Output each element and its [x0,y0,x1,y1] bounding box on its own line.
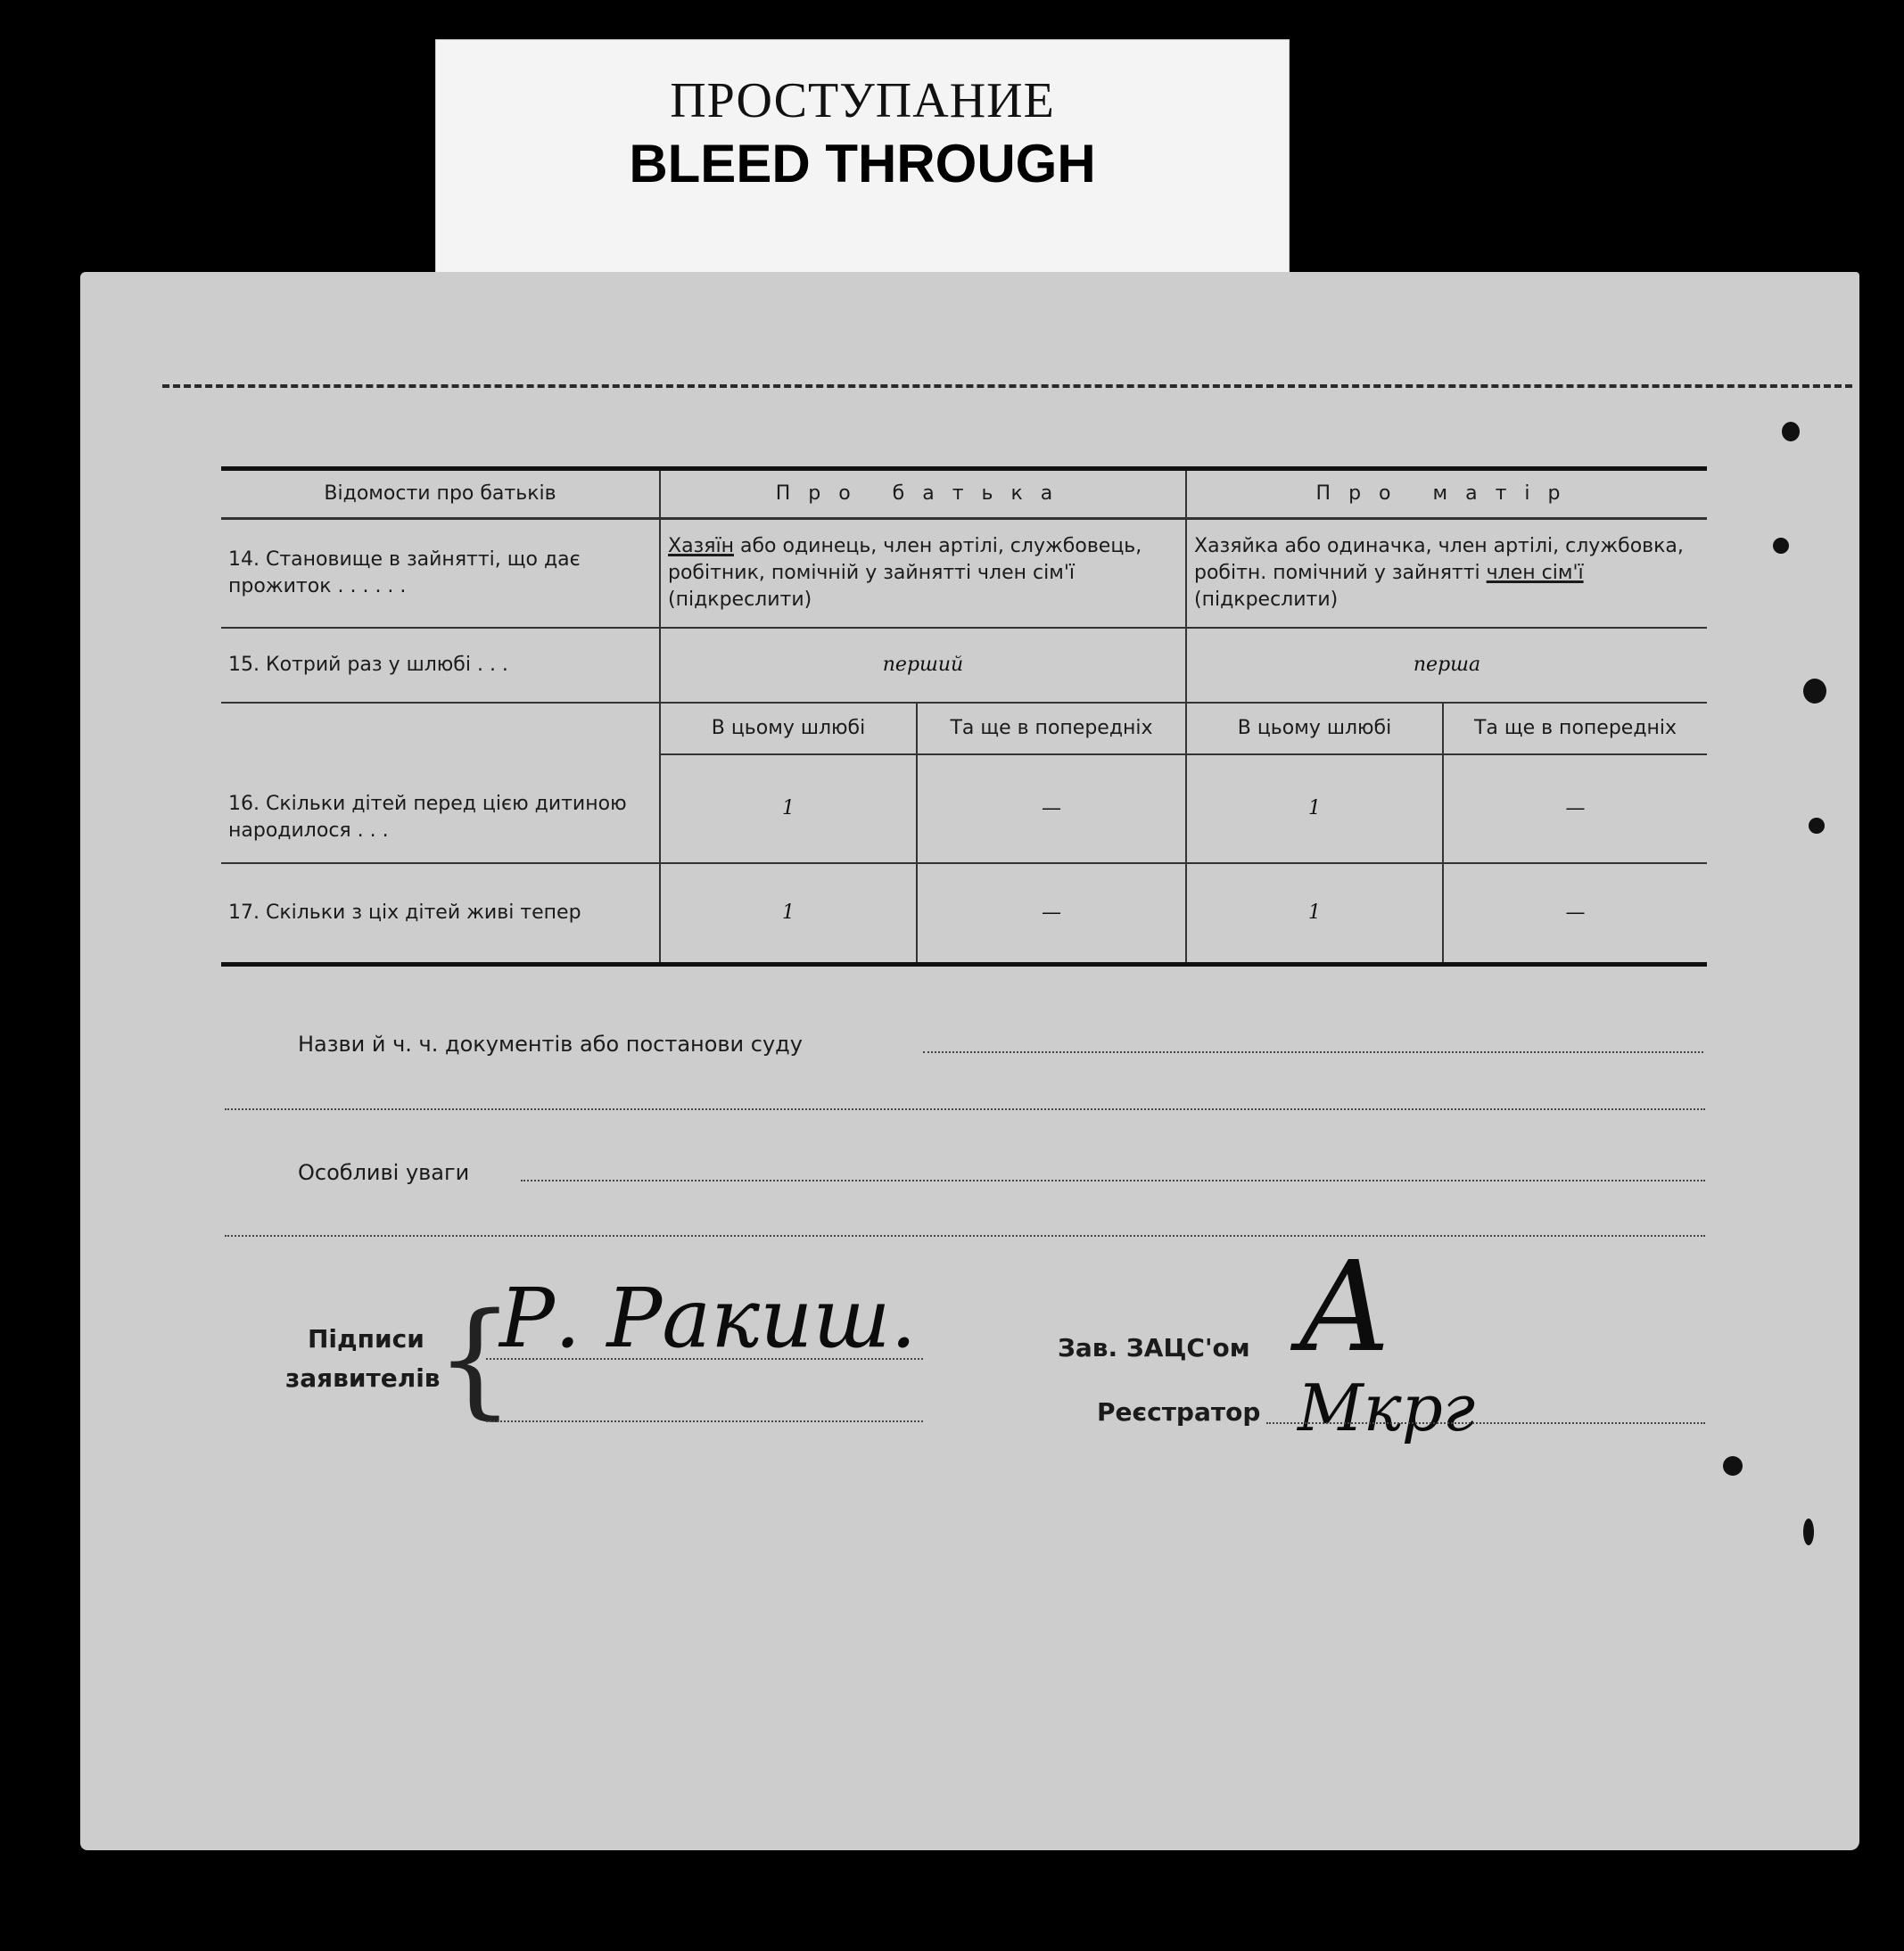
subheader-father-previous: Та ще в попередніх [917,703,1186,754]
registrar-line [1266,1422,1705,1424]
punch-hole [1723,1456,1743,1476]
perforation-line [162,384,1852,388]
row15-father-answer: перший [660,628,1186,703]
applicants-brace: { [435,1287,515,1432]
row16-father-current: 1 [660,754,917,863]
documents-line-2 [225,1108,1705,1110]
subheader-mother-previous: Та ще в попередніх [1443,703,1707,754]
row15-question: 15. Котрий раз у шлюбі . . . [221,628,660,703]
documents-line [923,1051,1703,1053]
row14-mother-after: (підкреслити) [1194,588,1339,611]
punch-hole [1773,538,1789,554]
row14-father-options [660,519,1186,628]
punch-hole [1782,422,1800,441]
punch-hole [1809,818,1825,834]
row16-mother-previous: — [1443,754,1707,863]
punch-hole [1803,679,1826,704]
header-parents-info: Відомости про батьків [221,469,660,519]
row15-mother-answer: перша [1186,628,1707,703]
applicants-label-line1: Підписи [308,1324,424,1354]
row14-mother-options [1186,519,1707,628]
subheader-mother-current: В цьому шлюбі [1186,703,1443,754]
row14-father-rest: або одинець, член артілі, службовець, робітник, помічній у зайнятті член сім'ї (підкреслити) [668,534,1142,611]
document-sheet [80,272,1859,1850]
row14-question: 14. Становище в зайнятті, що дає прожиток . . . . . . [221,519,660,628]
documents-label: Назви й ч. ч. документів або постанови суду [298,1032,803,1057]
subheader-father-current: В цьому шлюбі [660,703,917,754]
row14-mother-before: Хазяйка або одиначка, член артілі, службовка, робітн. помічний у зайнятті [1194,534,1684,584]
punch-hole [1803,1519,1814,1545]
row17-father-current: 1 [660,863,917,965]
row17-question: 17. Скільки з ціх дітей живі тепер [221,863,660,965]
applicant-signature-line-2 [486,1420,923,1422]
row17-mother-current: 1 [1186,863,1443,965]
header-father: Про батька [660,469,1186,519]
registrar-label: Реєстратор [1097,1397,1261,1427]
parents-info-table [221,466,1707,967]
remarks-line-2 [225,1235,1705,1237]
registrar-signature: Мкрг [1298,1371,1476,1445]
head-label: Зав. ЗАЦС'ом [1058,1333,1250,1362]
remarks-line [521,1180,1705,1181]
header-mother: Про матір [1186,469,1707,519]
applicant-signature-line [486,1358,923,1360]
applicants-label-line2: заявителів [285,1363,441,1393]
label-english: BLEED THROUGH [629,134,1096,193]
row16-mother-current: 1 [1186,754,1443,863]
head-signature: А [1298,1235,1393,1380]
row17-mother-previous: — [1443,863,1707,965]
row14-father-underlined: Хазяїн [668,534,734,557]
remarks-label: Особливі уваги [298,1160,470,1185]
row16-question: 16. Скільки дітей перед цією дитиною народилося . . . [221,703,660,863]
row17-father-previous: — [917,863,1186,965]
row14-mother-underlined: член сім'ї [1486,561,1584,584]
applicant-signature: Р. Ракиш. [499,1271,917,1366]
bleed-through-label [435,39,1290,275]
label-russian: ПРОСТУПАНИЕ [670,73,1055,128]
row16-father-previous: — [917,754,1186,863]
